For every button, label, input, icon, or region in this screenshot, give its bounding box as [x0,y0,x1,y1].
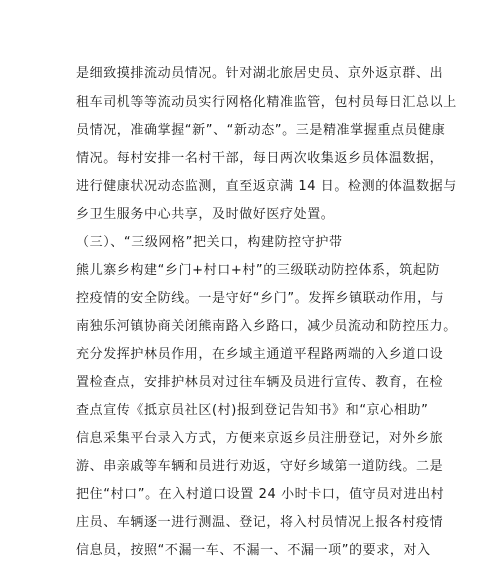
paragraph-line: 南独乐河镇协商关闭熊南路入乡路口，减少员流动和防控压力。 [76,319,457,334]
paragraph-line: 控疫情的安全防线。一是守好“乡门”。发挥乡镇联动作用，与 [76,291,445,306]
paragraph-line: 熊儿寨乡构建“乡门+村口+村”的三级联动防控体系，筑起防 [76,263,441,278]
paragraph-line: 信息员，按照“不漏一车、不漏一、不漏一项”的要求，对入 [76,543,431,558]
paragraph-line: 乡卫生服务中心共享，及时做好医疗处置。 [76,207,335,222]
paragraph-line: 情况。每村安排一名村干部，每日两次收集返乡员体温数据， [76,151,444,166]
paragraph-line: 租车司机等等流动员实行网格化精准监管，包村员每日汇总以上 [76,95,457,110]
paragraph-line: 是细致摸排流动员情况。针对湖北旅居史员、京外返京群、出 [76,66,444,81]
paragraph-line: 庄员、车辆逐一进行测温、登记，将入村员情况上报各村疫情 [76,515,444,530]
section-heading: （三）、“三级网格”把关口，构建防控守护带 [76,235,343,250]
paragraph-line: 游、串亲戚等车辆和员进行劝返，守好乡域第一道防线。二是 [76,459,444,474]
paragraph-line: 进行健康状况动态监测，直至返京满 14 日。检测的体温数据与 [76,179,457,194]
paragraph-line: 查点宣传《抵京员社区(村)报到登记告知书》和“京心相助” [76,403,429,418]
paragraph-line: 置检查点，安排护林员对过往车辆及员进行宣传、教育，在检 [76,375,444,390]
paragraph-line: 把住“村口”。在入村道口设置 24 小时卡口，值守员对进出村 [76,487,445,502]
paragraph-line: 员情况，准确掌握“新”、“新动态”。三是精准掌握重点员健康 [76,123,446,138]
paragraph-line: 信息采集平台录入方式，方便来京返乡员注册登记，对外乡旅 [76,431,444,446]
paragraph-line: 充分发挥护林员作用，在乡域主通道平程路两端的入乡道口设 [76,347,444,362]
